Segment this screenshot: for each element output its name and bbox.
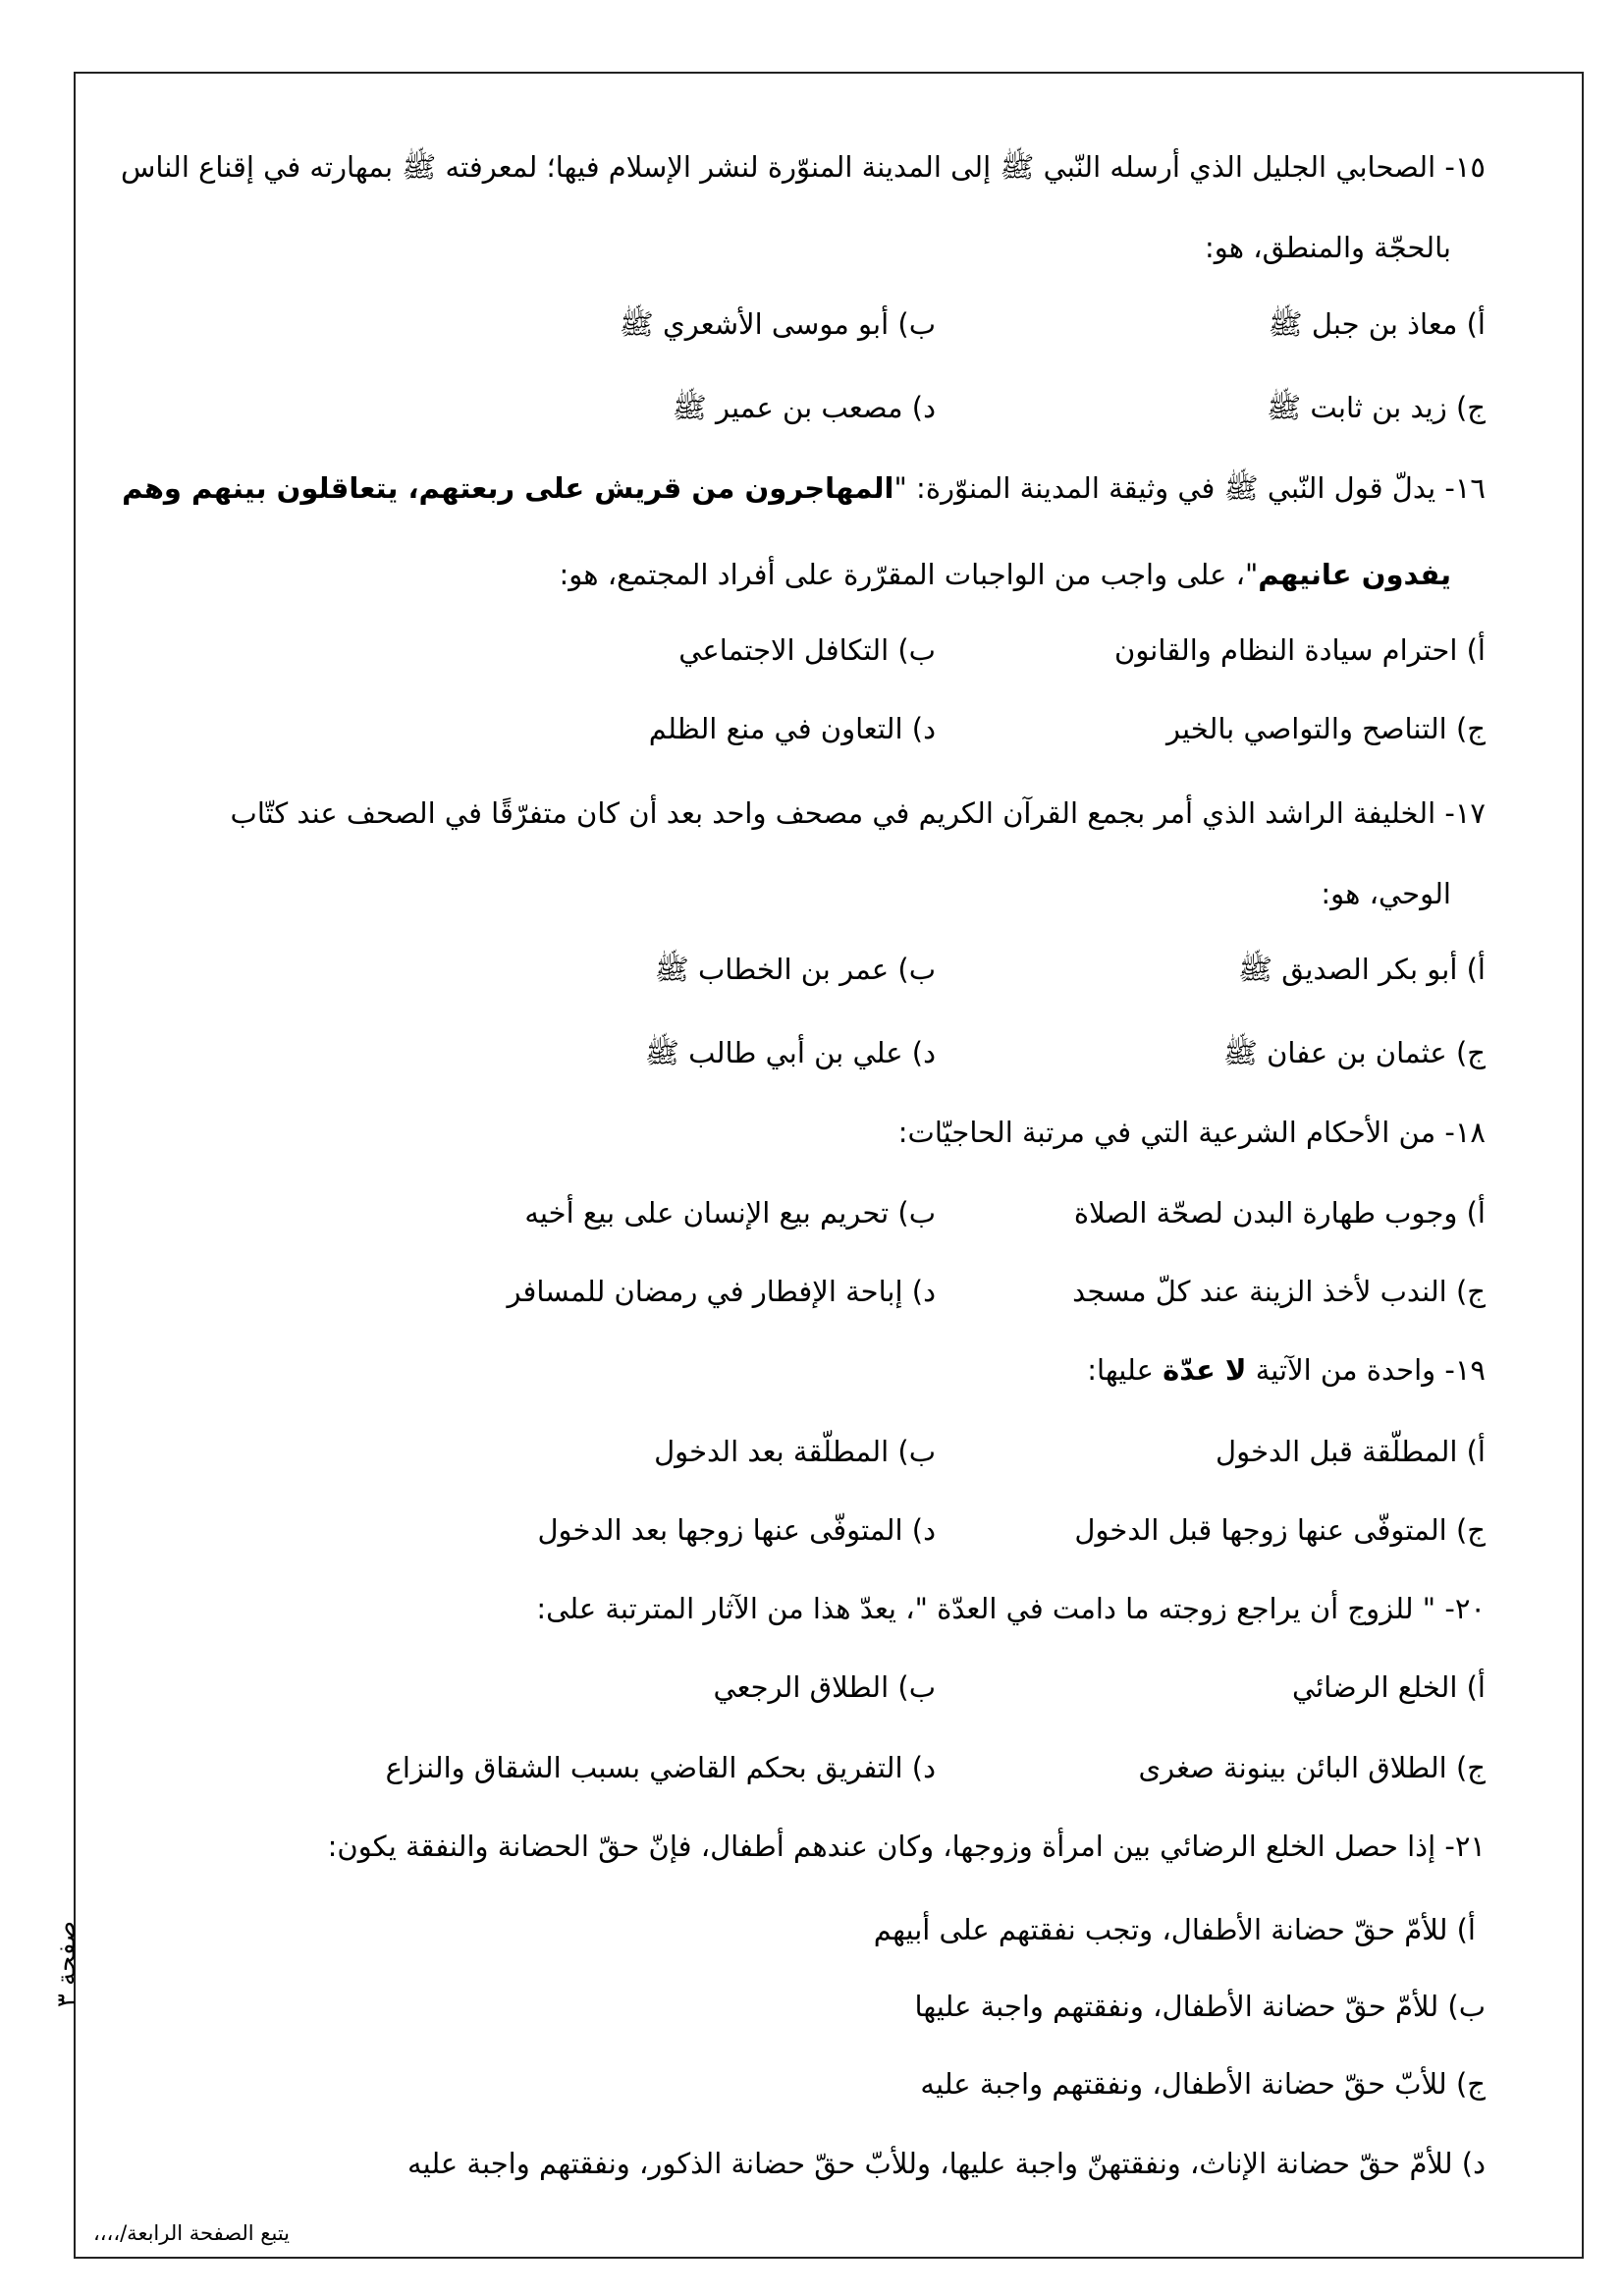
q15-stem-line1: ١٥- الصحابي الجليل الذي أرسله النّبي ﷺ إلى المدينة المنوّرة لنشر الإسلام فيها؛ لمعرفته ﷺ بمهارته في إقناع الناس xyxy=(121,150,1486,184)
q16-stem-quote-bold-end: يفدون عانيهم xyxy=(1258,558,1451,591)
q21-option-b: ب) للأمّ حقّ حضانة الأطفال، ونفقتهم واجبة عليها xyxy=(914,1990,1486,2023)
q20-option-a: أ) الخلع الرضائي xyxy=(1291,1670,1486,1704)
q15-option-c: ج) زيد بن ثابت ﷺ xyxy=(1267,391,1486,424)
q16-option-d: د) التعاون في منع الظلم xyxy=(648,712,936,745)
q20-stem: ٢٠- " للزوج أن يراجع زوجته ما دامت في العدّة "، يعدّ هذا من الآثار المترتبة على: xyxy=(536,1592,1486,1625)
q17-option-b: ب) عمر بن الخطاب ﷺ xyxy=(654,953,936,986)
q17-option-d: د) علي بن أبي طالب ﷺ xyxy=(644,1036,936,1069)
q17-option-a: أ) أبو بكر الصديق ﷺ xyxy=(1238,953,1486,986)
q15-option-a: أ) معاذ بن جبل ﷺ xyxy=(1268,307,1486,341)
page-number-text: صفحة ٣ xyxy=(52,1920,81,2008)
q19-stem-prefix: ١٩- واحدة من الآتية xyxy=(1246,1353,1486,1387)
q17-option-c: ج) عثمان بن عفان ﷺ xyxy=(1222,1036,1486,1069)
q21-stem: ٢١- إذا حصل الخلع الرضائي بين امرأة وزوجها، وكان عندهم أطفال، فإنّ حقّ الحضانة والنفقة يكون: xyxy=(327,1830,1486,1863)
q19-option-b: ب) المطلّقة بعد الدخول xyxy=(654,1435,936,1468)
q16-option-a: أ) احترام سيادة النظام والقانون xyxy=(1114,633,1486,667)
page-number xyxy=(47,1920,86,2008)
q19-stem xyxy=(1087,1350,1486,1390)
q19-option-d: د) المتوفّى عنها زوجها بعد الدخول xyxy=(537,1513,936,1547)
q19-option-c: ج) المتوفّى عنها زوجها قبل الدخول xyxy=(1074,1513,1486,1547)
q19-stem-suffix: عليها: xyxy=(1087,1353,1163,1387)
q19-option-a: أ) المطلّقة قبل الدخول xyxy=(1216,1435,1486,1468)
q15-option-b: ب) أبو موسى الأشعري ﷺ xyxy=(619,307,936,341)
q16-option-c: ج) التناصح والتواصي بالخير xyxy=(1166,712,1486,745)
q16-stem-suffix: "، على واجب من الواجبات المقرّرة على أفراد المجتمع، هو: xyxy=(559,558,1259,591)
q19-stem-bold: لا عدّة xyxy=(1163,1353,1247,1387)
q18-option-a: أ) وجوب طهارة البدن لصحّة الصلاة xyxy=(1073,1196,1486,1230)
q17-stem-line1: ١٧- الخليفة الراشد الذي أمر بجمع القرآن الكريم في مصحف واحد بعد أن كان متفرّقًا في الصحف عند كتّاب xyxy=(230,796,1486,830)
footer-continue-note: يتبع الصفحة الرابعة/،،،، xyxy=(93,2221,291,2245)
q18-option-b: ب) تحريم بيع الإنسان على بيع أخيه xyxy=(524,1196,936,1230)
q21-option-a: أ) للأمّ حقّ حضانة الأطفال، وتجب نفقتهم على أبيهم xyxy=(873,1913,1476,1946)
q21-option-d: د) للأمّ حقّ حضانة الإناث، ونفقتهنّ واجبة عليها، وللأبّ حقّ حضانة الذكور، ونفقتهم واجبة عليه xyxy=(407,2147,1486,2180)
q16-option-b: ب) التكافل الاجتماعي xyxy=(678,633,936,667)
q15-stem-line2: بالحجّة والمنطق، هو: xyxy=(1205,231,1451,264)
q18-option-d: د) إباحة الإفطار في رمضان للمسافر xyxy=(507,1275,936,1308)
q16-stem-prefix: ١٦- يدلّ قول النّبي ﷺ في وثيقة المدينة المنوّرة: " xyxy=(893,471,1486,505)
q15-option-d: د) مصعب بن عمير ﷺ xyxy=(672,391,936,424)
q16-stem-line1 xyxy=(122,468,1486,508)
q16-stem-quote-bold: المهاجرون من قريش على ربعتهم، يتعاقلون بينهم وهم xyxy=(122,471,894,505)
q20-option-b: ب) الطلاق الرجعي xyxy=(713,1670,936,1704)
q18-stem: ١٨- من الأحكام الشرعية التي في مرتبة الحاجيّات: xyxy=(897,1116,1486,1149)
q18-option-c: ج) الندب لأخذ الزينة عند كلّ مسجد xyxy=(1072,1275,1486,1308)
q17-stem-line2: الوحي، هو: xyxy=(1321,877,1451,910)
q16-stem-line2 xyxy=(560,555,1452,594)
q20-option-c: ج) الطلاق البائن بينونة صغرى xyxy=(1138,1751,1486,1784)
q21-option-c: ج) للأبّ حقّ حضانة الأطفال، ونفقتهم واجبة عليه xyxy=(920,2067,1486,2101)
q20-option-d: د) التفريق بحكم القاضي بسبب الشقاق والنزاع xyxy=(385,1751,936,1784)
